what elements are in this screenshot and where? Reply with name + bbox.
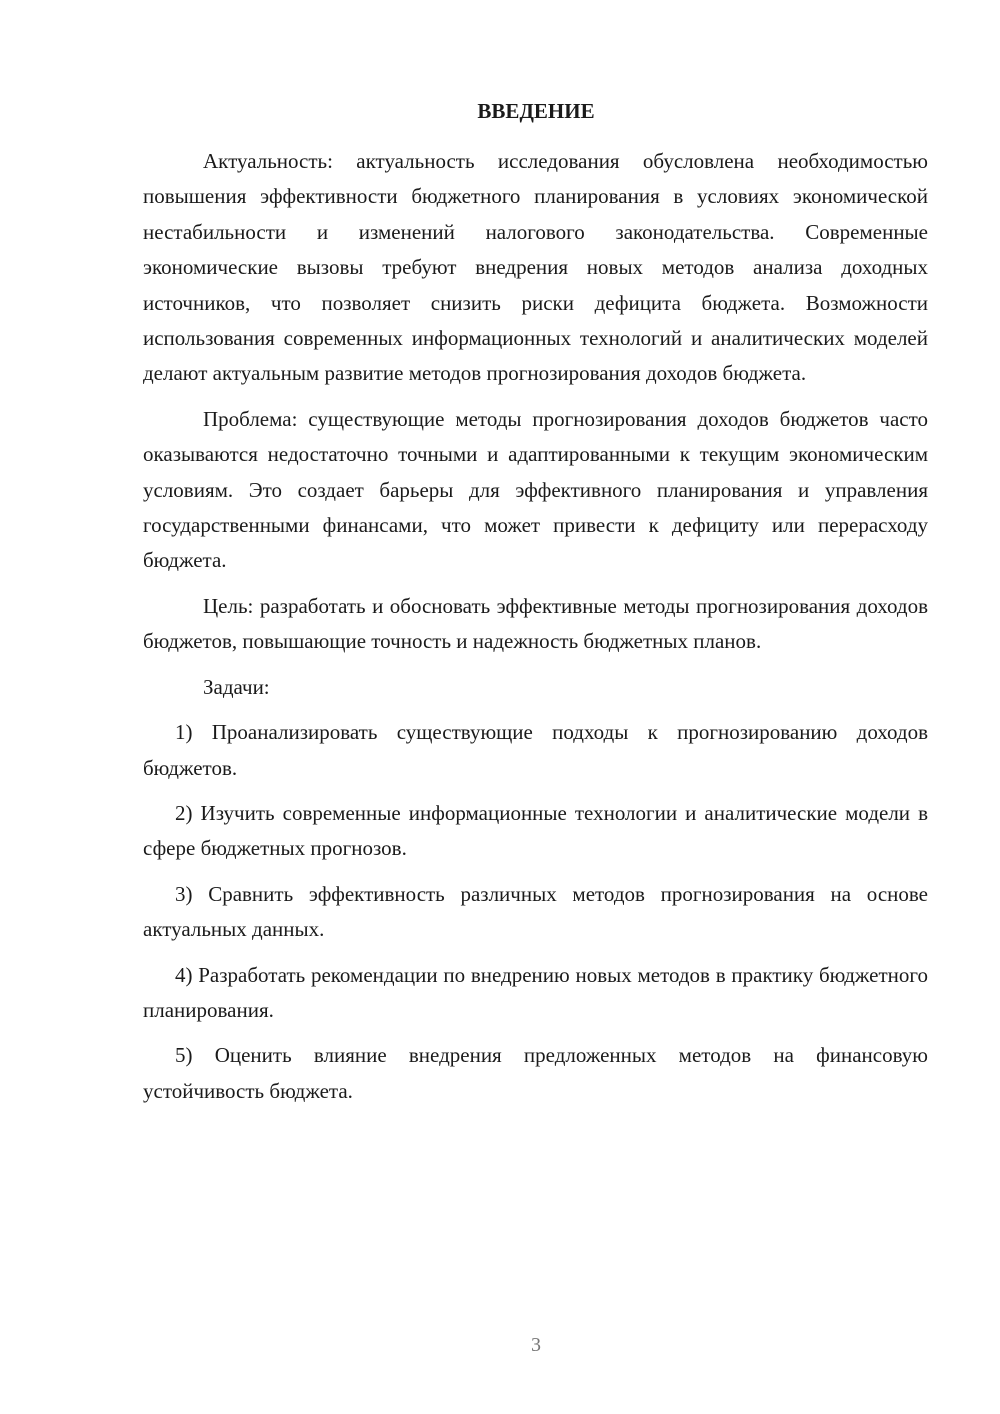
- tasks-heading: Задачи:: [203, 674, 270, 699]
- page-number: 3: [531, 1334, 541, 1356]
- body-text: [143, 144, 928, 1119]
- task-item-5: 5) Оценить влияние внедрения предложенных методов на финансовую устойчивость бюджета.: [143, 1043, 928, 1103]
- task-item-4: 4) Разработать рекомендации по внедрению новых методов в практику бюджетного планирования.: [143, 962, 928, 1022]
- paragraph-goal: Цель: разработать и обосновать эффективные методы прогнозирования доходов бюджетов, повышающие точность и надежность бюджетных планов.: [143, 593, 928, 654]
- paragraph-relevance: Актуальность: актуальность исследования обусловлена необходимостью повышения эффективности бюджетного планирования в условиях экономической нестабильности и изменений налогового законодательства. Современные экономические вызовы требуют внедрения новых методов анализа доходных источников, что позволяет снизить риски дефицита бюджета. Возможности использования современных информационных технологий и аналитических моделей делают актуальным развитие методов прогнозирования доходов бюджета.: [143, 149, 928, 386]
- task-item-2: 2) Изучить современные информационные технологии и аналитические модели в сфере бюджетных прогнозов.: [143, 800, 928, 861]
- task-item-3: 3) Сравнить эффективность различных методов прогнозирования на основе актуальных данных.: [143, 881, 928, 942]
- paragraph-problem: Проблема: существующие методы прогнозирования доходов бюджетов часто оказываются недостаточно точными и адаптированными к текущим экономическим условиям. Это создает барьеры для эффективного планирования и управления государственными финансами, что может привести к дефициту или перерасходу бюджета.: [143, 406, 928, 573]
- task-item-1: 1) Проанализировать существующие подходы к прогнозированию доходов бюджетов.: [143, 720, 928, 780]
- page-title: ВВЕДЕНИЕ: [477, 99, 595, 123]
